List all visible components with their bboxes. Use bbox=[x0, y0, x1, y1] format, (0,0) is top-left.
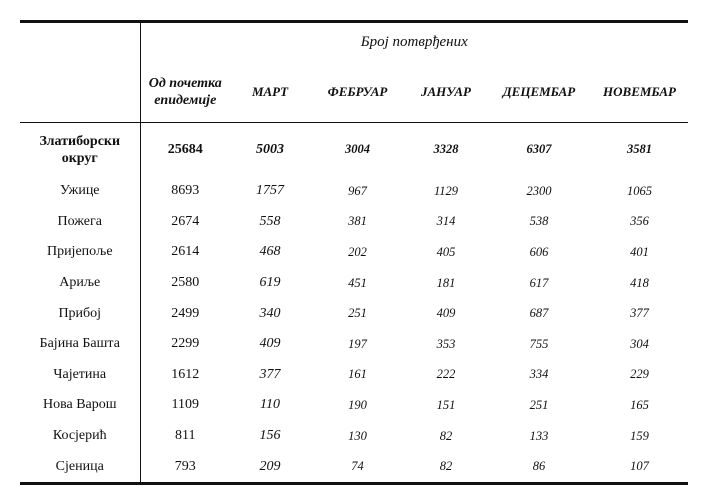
row-total: 2580 bbox=[171, 275, 200, 291]
row-month-value: 1129 bbox=[433, 183, 459, 198]
row-month-value: 314 bbox=[436, 214, 456, 229]
row-name: Сјеница bbox=[20, 451, 140, 482]
row-month-value: 229 bbox=[630, 367, 649, 382]
table-row bbox=[20, 329, 688, 360]
row-total: 2614 bbox=[171, 244, 200, 260]
row-month-value: 181 bbox=[436, 275, 456, 290]
row-name: Прибој bbox=[20, 298, 140, 329]
row-month-value: 1065 bbox=[627, 183, 652, 198]
row-month-value: 165 bbox=[630, 397, 649, 412]
row-month-value: 538 bbox=[529, 214, 549, 229]
row-month-value: 405 bbox=[436, 244, 456, 259]
row-name: Ариље bbox=[20, 268, 140, 299]
col-header-total: Од почетка епидемије bbox=[148, 75, 222, 108]
table-row bbox=[20, 123, 688, 177]
row-name: Чајетина bbox=[20, 360, 140, 391]
row-month-value: 451 bbox=[348, 275, 367, 290]
row-month-value: 1757 bbox=[256, 183, 284, 199]
table-row bbox=[20, 298, 688, 329]
confirmed-cases-table bbox=[20, 20, 688, 485]
row-month-value: 2300 bbox=[526, 183, 552, 198]
row-name: Златиборски округ bbox=[20, 123, 140, 177]
row-month-value: 3581 bbox=[591, 123, 688, 177]
row-month-value: 222 bbox=[436, 367, 456, 382]
group-header-row bbox=[20, 23, 688, 61]
row-month-value: 251 bbox=[348, 306, 367, 321]
table-row bbox=[20, 390, 688, 421]
row-month-value: 353 bbox=[436, 336, 456, 351]
row-month-value: 151 bbox=[436, 397, 456, 412]
row-month-value: 202 bbox=[348, 244, 367, 259]
row-month-value: 251 bbox=[529, 397, 549, 412]
col-header-month: ФЕБРУАР bbox=[327, 84, 388, 99]
table-row bbox=[20, 451, 688, 482]
row-month-value: 5003 bbox=[230, 123, 310, 177]
row-total: 793 bbox=[174, 458, 196, 474]
table-row bbox=[20, 360, 688, 391]
row-month-value: 381 bbox=[348, 214, 367, 229]
row-month-value: 159 bbox=[630, 428, 649, 443]
data-table-container bbox=[20, 20, 688, 485]
group-header: Број потврђених bbox=[360, 33, 468, 50]
table-row bbox=[20, 237, 688, 268]
row-month-value: 755 bbox=[529, 336, 549, 351]
row-month-value: 197 bbox=[348, 336, 367, 351]
row-month-value: 190 bbox=[348, 397, 367, 412]
row-month-value: 6307 bbox=[487, 123, 591, 177]
row-name: Нова Варош bbox=[20, 390, 140, 421]
corner-cell bbox=[20, 61, 140, 123]
row-name: Пријепоље bbox=[20, 237, 140, 268]
table-bottom-rule bbox=[20, 482, 688, 484]
col-header-month: ДЕЦЕМБАР bbox=[502, 84, 576, 99]
row-total: 25684 bbox=[140, 123, 230, 177]
row-month-value: 110 bbox=[260, 397, 280, 413]
corner-cell bbox=[20, 23, 140, 61]
col-header-month: МАРТ bbox=[251, 84, 289, 99]
row-month-value: 86 bbox=[532, 459, 546, 474]
row-month-value: 468 bbox=[259, 244, 281, 260]
row-month-value: 418 bbox=[630, 275, 649, 290]
table-row bbox=[20, 421, 688, 452]
row-month-value: 156 bbox=[259, 428, 281, 444]
row-month-value: 304 bbox=[630, 336, 649, 351]
row-month-value: 3004 bbox=[310, 123, 405, 177]
row-total: 2299 bbox=[171, 336, 200, 352]
row-total: 8693 bbox=[171, 183, 200, 199]
row-month-value: 558 bbox=[259, 213, 281, 229]
row-month-value: 3328 bbox=[405, 123, 487, 177]
table-row bbox=[20, 176, 688, 207]
row-month-value: 82 bbox=[439, 428, 453, 443]
row-month-value: 401 bbox=[630, 244, 649, 259]
column-header-row bbox=[20, 61, 688, 123]
row-month-value: 107 bbox=[630, 459, 649, 474]
row-month-value: 133 bbox=[529, 428, 549, 443]
row-total: 2674 bbox=[171, 213, 200, 229]
row-name: Пожега bbox=[20, 207, 140, 238]
row-month-value: 356 bbox=[630, 214, 649, 229]
row-month-value: 409 bbox=[259, 336, 281, 352]
row-month-value: 130 bbox=[348, 428, 367, 443]
row-name: Косјерић bbox=[20, 421, 140, 452]
row-month-value: 74 bbox=[351, 459, 364, 474]
row-month-value: 617 bbox=[529, 275, 549, 290]
row-month-value: 334 bbox=[529, 367, 549, 382]
row-total: 1109 bbox=[171, 397, 199, 413]
row-total: 2499 bbox=[171, 305, 200, 321]
table-row bbox=[20, 268, 688, 299]
row-month-value: 209 bbox=[259, 458, 281, 474]
row-month-value: 687 bbox=[529, 306, 549, 321]
col-header-month: ЈАНУАР bbox=[421, 84, 471, 99]
row-month-value: 340 bbox=[259, 305, 281, 321]
row-month-value: 377 bbox=[630, 306, 649, 321]
row-month-value: 161 bbox=[348, 367, 367, 382]
row-total: 1612 bbox=[171, 366, 200, 382]
row-name: Ужице bbox=[20, 176, 140, 207]
col-header-month: НОВЕМБАР bbox=[603, 84, 676, 99]
row-month-value: 606 bbox=[529, 244, 549, 259]
table-row bbox=[20, 207, 688, 238]
row-name: Бајина Башта bbox=[20, 329, 140, 360]
row-month-value: 409 bbox=[436, 306, 456, 321]
row-total: 811 bbox=[175, 428, 196, 444]
row-month-value: 619 bbox=[259, 275, 281, 291]
row-month-value: 377 bbox=[259, 366, 281, 382]
row-month-value: 82 bbox=[439, 459, 453, 474]
row-month-value: 967 bbox=[348, 183, 367, 198]
